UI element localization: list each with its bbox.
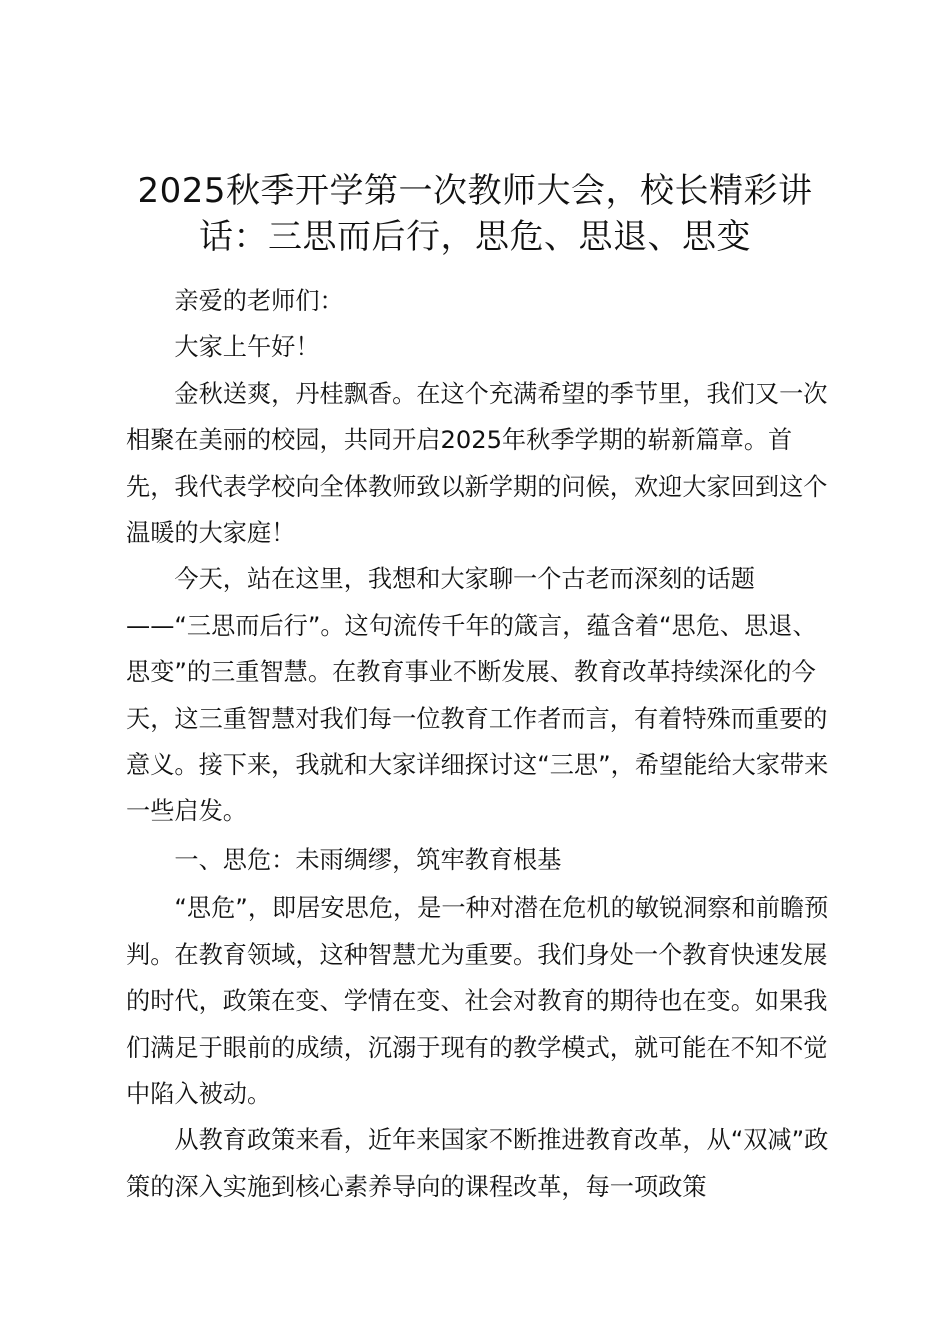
section-heading-1: 一、思危：未雨绸缪，筑牢教育根基: [174, 845, 562, 874]
paragraph-policy: 从教育政策来看，近年来国家不断推进教育改革，从“双减”政策的深入实施到核心素养导向的课程改革，每一项政策: [126, 1126, 829, 1201]
greeting: 大家上午好！: [174, 333, 320, 362]
paragraph-sihwei: “思危”，即居安思危，是一种对潜在危机的敏锐洞察和前瞻预判。在教育领域，这种智慧尤为重要。我们身处一个教育快速发展的时代，政策在变、学情在变、社会对教育的期待也在变。如果我们满足于眼前的成绩，沉溺于现有的教学模式，就可能在不知不觉中陷入被动。: [126, 894, 829, 1108]
document-body: [126, 278, 831, 1210]
paragraph-opening: 金秋送爽，丹桂飘香。在这个充满希望的季节里，我们又一次相聚在美丽的校园，共同开启2025年秋季学期的崭新篇章。首先，我代表学校向全体教师致以新学期的问候，欢迎大家回到这个温暖的大家庭！: [126, 379, 828, 548]
paragraph-topic: 今天，站在这里，我想和大家聊一个古老而深刻的话题——“三思而后行”。这句流传千年的箴言，蕴含着“思危、思退、思变”的三重智慧。在教育事业不断发展、教育改革持续深化的今天，这三重智慧对我们每一位教育工作者而言，有着特殊而重要的意义。接下来，我就和大家详细探讨这“三思”，希望能给大家带来一些启发。: [126, 565, 829, 826]
salutation: 亲爱的老师们：: [174, 287, 344, 315]
document-title: 2025秋季开学第一次教师大会，校长精彩讲话：三思而后行，思危、思退、思变: [137, 171, 813, 257]
